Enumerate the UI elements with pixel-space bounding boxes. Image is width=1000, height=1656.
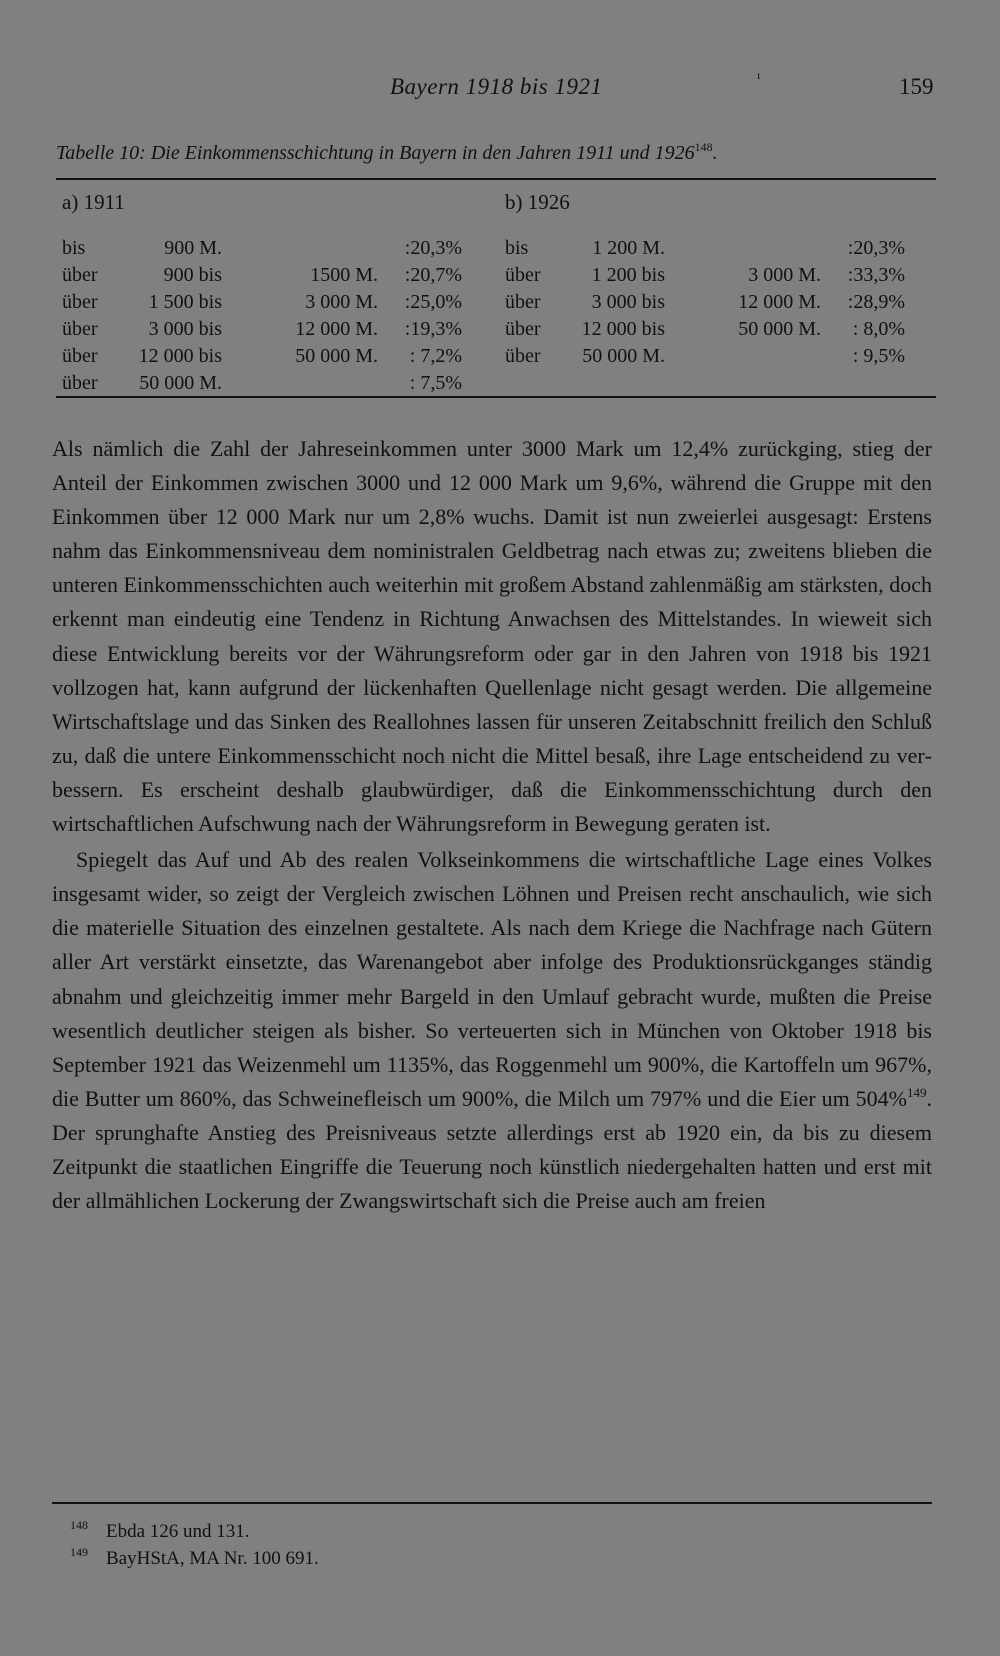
table-caption-end: . bbox=[712, 142, 718, 164]
row-prefix: über bbox=[505, 318, 541, 340]
footnote-ref-149: 149 bbox=[907, 1084, 927, 1100]
table-row bbox=[505, 343, 905, 370]
table-caption-text: Tabelle 10: Die Einkommensschichtung in Bayern in den Jahren 1911 und 1926 bbox=[56, 142, 695, 164]
row-prefix: über bbox=[505, 345, 541, 367]
row-from: 3 000 bis bbox=[148, 318, 222, 340]
paragraph-1: Als nämlich die Zahl der Jahreseinkommen unter 3000 Mark um 12,4% zurückging, stieg der Anteil der Einkommen zwischen 3000 und 12 000 Mark um 9,6%, während die Gruppe mit den Einkommen über 12 000 Mark nur um 2,8% wuchs. Damit ist nun zweierlei ausgesagt: Erstens nahm das Einkommensniveau dem noministralen Geldbetrag nach etwas zu; zweitens blieben die unteren Einkommensschichten auch weiterhin mit großem Abstand zahlenmäßig am stärksten, doch erkennt man eindeutig eine Tendenz in Richtung Anwachsen des Mittelstandes. In wieweit sich diese Entwicklung bereits vor der Währungsreform oder gar in den Jahren von 1918 bis 1921 vollzogen hat, kann aufgrund der lückenhaften Quellenlage nicht gesagt werden. Die allgemeine Wirtschaftslage und das Sinken des Reallohnes lassen für unseren Zeitabschnitt freilich den Schluß zu, daß die untere Einkommensschicht noch nicht die Mittel besaß, ihre Lage entscheidend zu verbessern. Es erscheint deshalb glaubwürdiger, daß die Einkommensschichtung durch den wirtschaftlichen Aufschwung nach der Währungsreform in Bewegung geraten ist. bbox=[52, 436, 932, 837]
footnote bbox=[52, 1545, 932, 1572]
row-to: 50 000 M. bbox=[738, 318, 821, 340]
row-to: 12 000 M. bbox=[738, 291, 821, 313]
row-to: 1500 M. bbox=[310, 264, 378, 286]
table-row bbox=[62, 289, 462, 316]
footnote-ref-148: 148 bbox=[694, 140, 713, 154]
row-to: 3 000 M. bbox=[748, 264, 821, 286]
table-row bbox=[505, 289, 905, 316]
row-percent: : 8,0% bbox=[852, 318, 905, 340]
row-percent: :28,9% bbox=[847, 291, 905, 313]
row-from: 3 000 bis bbox=[591, 291, 665, 313]
row-percent: :19,3% bbox=[404, 318, 462, 340]
page-header bbox=[0, 68, 1000, 108]
footnote-text: BayHStA, MA Nr. 100 691. bbox=[106, 1548, 319, 1569]
row-prefix: bis bbox=[505, 237, 529, 259]
row-from: 900 bis bbox=[163, 264, 222, 286]
footnote-number: 149 bbox=[70, 1545, 88, 1559]
income-table-1926 bbox=[505, 187, 905, 370]
row-to: 12 000 M. bbox=[295, 318, 378, 340]
row-percent: :20,3% bbox=[847, 237, 905, 259]
row-from: 1 200 bis bbox=[591, 264, 665, 286]
table-row bbox=[505, 235, 905, 262]
row-percent: :20,7% bbox=[404, 264, 462, 286]
row-from: 1 500 bis bbox=[148, 291, 222, 313]
table-heading-1926: b) 1926 bbox=[505, 190, 570, 214]
row-prefix: über bbox=[62, 318, 98, 340]
paragraph-2 bbox=[52, 843, 932, 1218]
footnote-rule bbox=[52, 1502, 932, 1504]
row-percent: : 9,5% bbox=[852, 345, 905, 367]
row-prefix: bis bbox=[62, 237, 86, 259]
table-row bbox=[505, 262, 905, 289]
stray-mark: ı bbox=[757, 68, 761, 82]
row-prefix: über bbox=[62, 345, 98, 367]
row-percent: : 7,2% bbox=[409, 345, 462, 367]
footnote-text: Ebda 126 und 131. bbox=[106, 1521, 250, 1542]
page-number: 159 bbox=[899, 74, 934, 99]
table-heading-1911: a) 1911 bbox=[62, 190, 125, 214]
table-row bbox=[505, 316, 905, 343]
paragraph-2-text-b: . Der sprunghafte Anstieg des Preisniveaus setzte allerdings erst ab 1920 ein, da bis zu diesem Zeitpunkt die staatlichen Eingriffe die Teuerung noch künstlich niedergehalten hatten und erst mit der allmählichen Lockerung der Zwangswirtschaft sich die Preise auch am freien bbox=[52, 1085, 932, 1214]
table-row bbox=[62, 235, 462, 262]
row-prefix: über bbox=[62, 291, 98, 313]
running-title: Bayern 1918 bis 1921 bbox=[390, 74, 603, 99]
footnote bbox=[52, 1518, 932, 1545]
footnotes bbox=[52, 1518, 932, 1572]
row-from: 12 000 bis bbox=[581, 318, 665, 340]
paragraph-2-text-a: Spiegelt das Auf und Ab des realen Volkseinkommens die wirtschaftliche Lage eines Volkes insgesamt wider, so zeigt der Vergleich zwischen Löhnen und Preisen recht anschaulich, wie sich die materielle Situation des einzelnen gestaltete. Als nach dem Kriege die Nachfrage nach Gütern aller Art verstärkt einsetzte, das Warenangebot aber infolge des Produktionsrückganges ständig abnahm und gleichzeitig immer mehr Bargeld in den Umlauf gebracht wurde, mußten die Preise wesentlich deutlicher steigen als bisher. So verteuerten sich in München von Oktober 1918 bis September 1921 das Weizenmehl um 1135%, das Roggenmehl um 900%, die Kartoffeln um 967%, die Butter um 860%, das Schweinefleisch um 900%, die Milch um 797% und die Eier um 504% bbox=[52, 847, 932, 1111]
row-from: 50 000 M. bbox=[582, 345, 665, 367]
row-percent: :33,3% bbox=[847, 264, 905, 286]
row-prefix: über bbox=[62, 372, 98, 394]
table-row bbox=[62, 370, 462, 397]
body-text bbox=[52, 432, 932, 1218]
table-row bbox=[62, 316, 462, 343]
row-from: 50 000 M. bbox=[139, 372, 222, 394]
row-prefix: über bbox=[62, 264, 98, 286]
table-row bbox=[62, 262, 462, 289]
row-prefix: über bbox=[505, 264, 541, 286]
row-percent: : 7,5% bbox=[409, 372, 462, 394]
row-to: 3 000 M. bbox=[305, 291, 378, 313]
table-top-rule bbox=[56, 178, 936, 180]
row-prefix: über bbox=[505, 291, 541, 313]
row-percent: :25,0% bbox=[404, 291, 462, 313]
row-from: 900 M. bbox=[164, 237, 222, 259]
footnote-number: 148 bbox=[70, 1518, 88, 1532]
table-row bbox=[62, 343, 462, 370]
row-percent: :20,3% bbox=[404, 237, 462, 259]
row-from: 1 200 M. bbox=[592, 237, 665, 259]
row-from: 12 000 bis bbox=[138, 345, 222, 367]
income-table-1911 bbox=[62, 187, 462, 397]
row-to: 50 000 M. bbox=[295, 345, 378, 367]
table-bottom-rule bbox=[56, 396, 936, 398]
table-caption bbox=[56, 140, 936, 165]
